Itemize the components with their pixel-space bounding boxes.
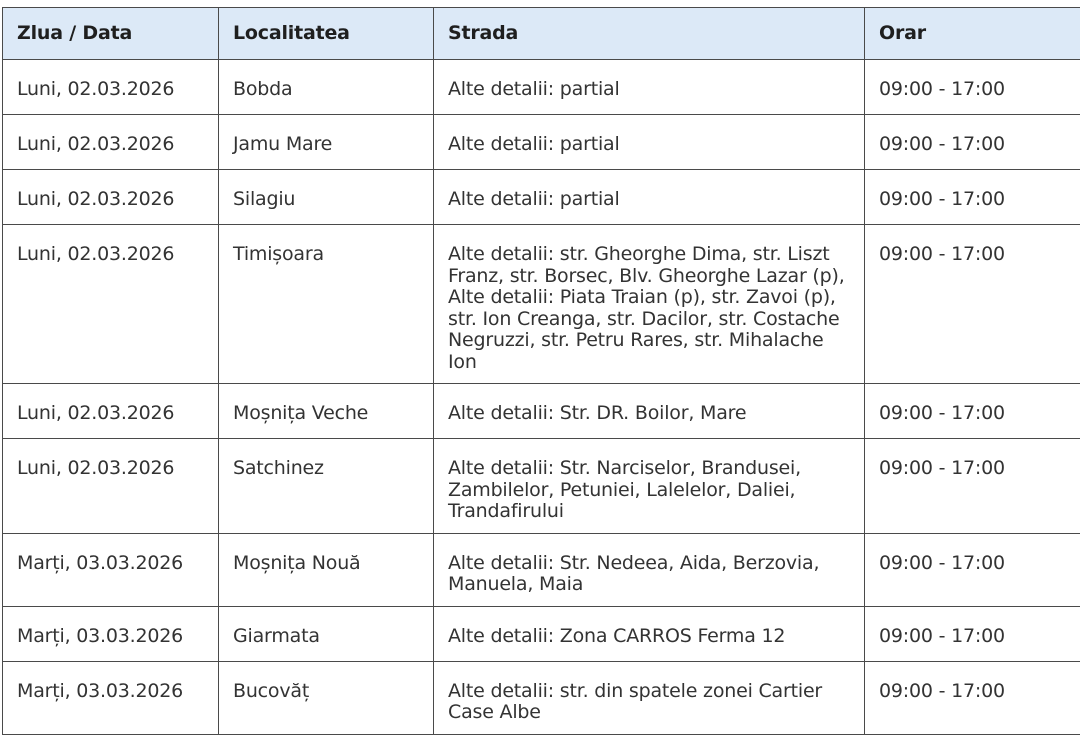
cell-locality: Moșnița Veche xyxy=(219,384,434,439)
cell-street: Alte detalii: str. Gheorghe Dima, str. Liszt Franz, str. Borsec, Blv. Gheorghe Lazar (p), Alte detalii: Piata Traian (p), str. Zavoi (p), str. Ion Creanga, str. Dacilor, str. Costache Negruzzi, str. Petru Rares, str. Mihalache Ion xyxy=(434,225,865,384)
cell-street: Alte detalii: Zona CARROS Ferma 12 xyxy=(434,606,865,661)
cell-schedule: 09:00 - 17:00 xyxy=(865,606,1080,661)
header-schedule: Orar xyxy=(865,8,1080,60)
outage-schedule xyxy=(2,7,1080,735)
cell-locality: Bucovăț xyxy=(219,661,434,734)
cell-day: Marți, 03.03.2026 xyxy=(3,606,219,661)
cell-schedule: 09:00 - 17:00 xyxy=(865,439,1080,534)
cell-schedule: 09:00 - 17:00 xyxy=(865,115,1080,170)
cell-locality: Satchinez xyxy=(219,439,434,534)
table-row xyxy=(3,439,1080,534)
schedule-table xyxy=(2,7,1080,735)
cell-street: Alte detalii: partial xyxy=(434,60,865,115)
cell-locality: Jamu Mare xyxy=(219,115,434,170)
cell-schedule: 09:00 - 17:00 xyxy=(865,60,1080,115)
cell-schedule: 09:00 - 17:00 xyxy=(865,661,1080,734)
cell-street: Alte detalii: partial xyxy=(434,170,865,225)
cell-day: Luni, 02.03.2026 xyxy=(3,60,219,115)
header-day: Zlua / Data xyxy=(3,8,219,60)
cell-day: Marți, 03.03.2026 xyxy=(3,661,219,734)
cell-day: Luni, 02.03.2026 xyxy=(3,170,219,225)
table-row xyxy=(3,170,1080,225)
table-row xyxy=(3,115,1080,170)
cell-street: Alte detalii: Str. DR. Boilor, Mare xyxy=(434,384,865,439)
cell-street: Alte detalii: Str. Narciselor, Brandusei, Zambilelor, Petuniei, Lalelelor, Daliei, Trandafirului xyxy=(434,439,865,534)
cell-schedule: 09:00 - 17:00 xyxy=(865,384,1080,439)
cell-street: Alte detalii: partial xyxy=(434,115,865,170)
cell-street: Alte detalii: str. din spatele zonei Cartier Case Albe xyxy=(434,661,865,734)
cell-locality: Bobda xyxy=(219,60,434,115)
cell-day: Marți, 03.03.2026 xyxy=(3,533,219,606)
cell-locality: Silagiu xyxy=(219,170,434,225)
cell-locality: Timișoara xyxy=(219,225,434,384)
cell-day: Luni, 02.03.2026 xyxy=(3,439,219,534)
cell-locality: Moșnița Nouă xyxy=(219,533,434,606)
cell-street: Alte detalii: Str. Nedeea, Aida, Berzovia, Manuela, Maia xyxy=(434,533,865,606)
table-row xyxy=(3,384,1080,439)
table-header-row xyxy=(3,8,1080,60)
table-row xyxy=(3,533,1080,606)
cell-locality: Giarmata xyxy=(219,606,434,661)
table-row xyxy=(3,606,1080,661)
table-row xyxy=(3,225,1080,384)
cell-schedule: 09:00 - 17:00 xyxy=(865,533,1080,606)
cell-schedule: 09:00 - 17:00 xyxy=(865,225,1080,384)
cell-schedule: 09:00 - 17:00 xyxy=(865,170,1080,225)
table-row xyxy=(3,661,1080,734)
cell-day: Luni, 02.03.2026 xyxy=(3,115,219,170)
cell-day: Luni, 02.03.2026 xyxy=(3,225,219,384)
header-locality: Localitatea xyxy=(219,8,434,60)
header-street: Strada xyxy=(434,8,865,60)
table-row xyxy=(3,60,1080,115)
cell-day: Luni, 02.03.2026 xyxy=(3,384,219,439)
